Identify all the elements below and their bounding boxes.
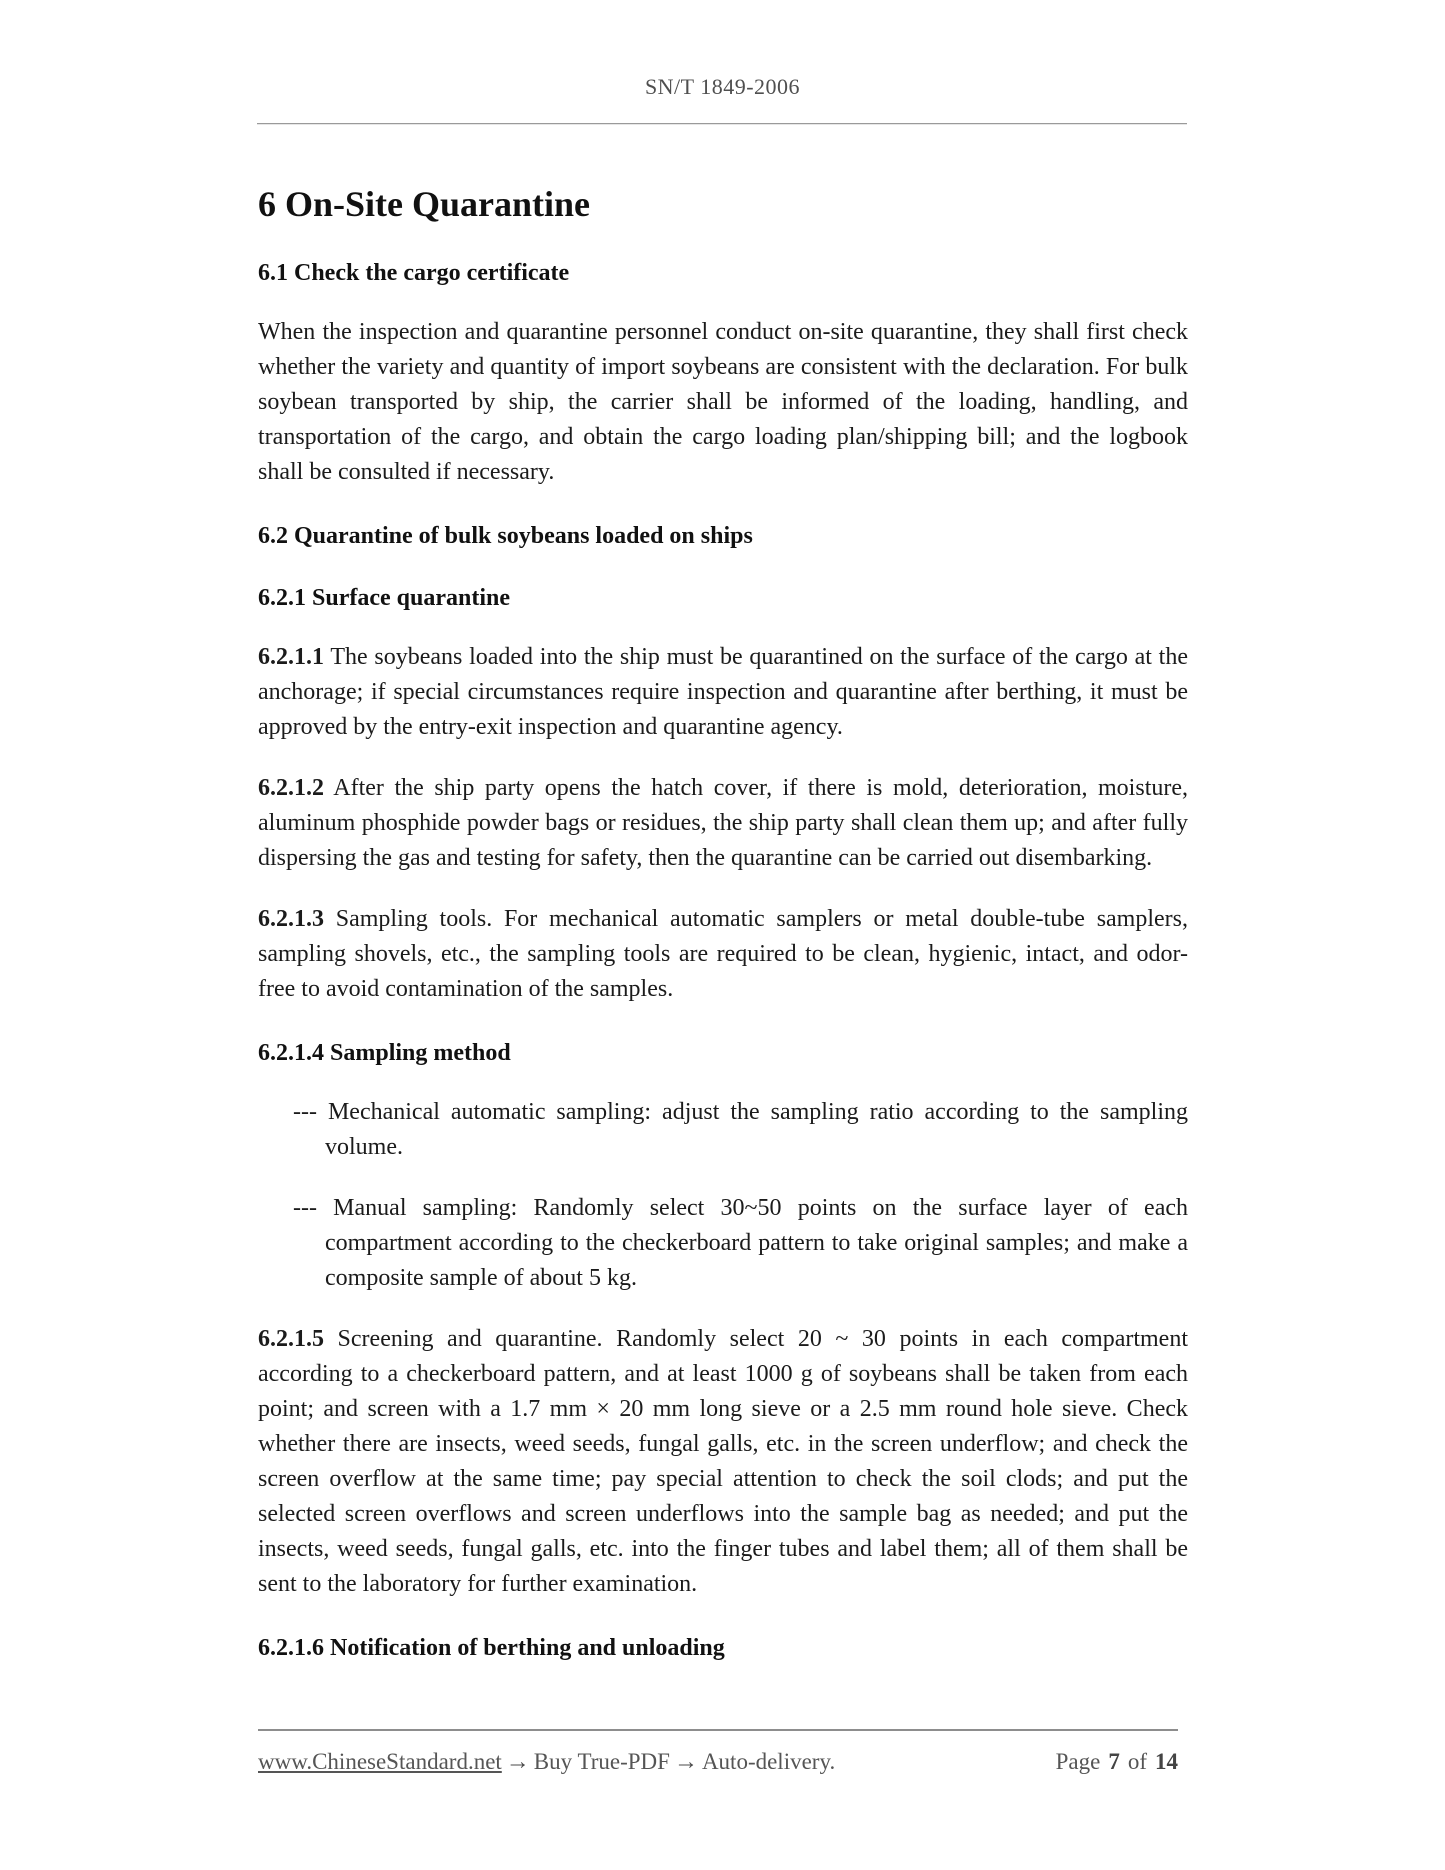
heading-6-2-1-4: 6.2.1.4 Sampling method	[258, 1040, 511, 1066]
dash-bullet-marker: ---	[293, 1099, 317, 1125]
heading-6-2-1: 6.2.1 Surface quarantine	[258, 585, 510, 611]
of-label: of	[1127, 1749, 1147, 1774]
clause-number: 6.2.1.3	[258, 906, 324, 932]
clause-number: 6.2.1.5	[258, 1326, 324, 1352]
total-page-number: 14	[1155, 1749, 1178, 1774]
list-item-mechanical-sampling	[258, 1095, 1188, 1165]
list-item-text: Mechanical automatic sampling: adjust the sampling ratio according to the sampling volume.	[325, 1099, 1188, 1160]
paragraph-6-2-1-1	[258, 640, 1188, 745]
footer-buy-text: Buy True-PDF	[533, 1749, 670, 1774]
list-item-manual-sampling	[258, 1191, 1188, 1296]
clause-text: Screening and quarantine. Randomly select 20 ~ 30 points in each compartment according to a checkerboard pattern, and at least 1000 g of soybeans shall be taken from each point; and screen with a 1.7 mm × 20 mm long sieve or a 2.5 mm round hole sieve. Check whether there are insects, weed seeds, fungal galls, etc. in the screen underflow; and check the screen overflow at the same time; pay special attention to check the soil clods; and put the selected screen overflows and screen underflows into the sample bag as needed; and put the insects, weed seeds, fungal galls, etc. into the finger tubes and label them; all of them shall be sent to the laboratory for further examination.	[258, 1326, 1188, 1597]
page-number-indicator	[1048, 1749, 1178, 1775]
clause-text: The soybeans loaded into the ship must be quarantined on the surface of the cargo at the anchorage; if special circumstances require inspection and quarantine after berthing, it must be approved by the entry-exit inspection and quarantine agency.	[258, 644, 1188, 740]
heading-6-2-1-6: 6.2.1.6 Notification of berthing and unloading	[258, 1635, 725, 1661]
dash-bullet-marker: ---	[293, 1195, 317, 1221]
heading-6-1: 6.1 Check the cargo certificate	[258, 260, 570, 286]
footer-rule	[258, 1729, 1178, 1731]
document-title: 6 On-Site Quarantine	[258, 184, 591, 224]
document-body	[258, 0, 1188, 1664]
current-page-number: 7	[1108, 1749, 1120, 1774]
list-item-text: Manual sampling: Randomly select 30~50 points on the surface layer of each compartment according to the checkerboard pattern to take original samples; and make a composite sample of about 5 kg.	[325, 1195, 1189, 1291]
footer-source-line	[258, 1749, 839, 1776]
page-label: Page	[1055, 1749, 1101, 1774]
header-standard-code: SN/T 1849-2006	[644, 74, 801, 99]
paragraph-6-2-1-3	[258, 902, 1188, 1007]
clause-text: After the ship party opens the hatch cover, if there is mold, deterioration, moisture, aluminum phosphide powder bags or residues, the ship party shall clean them up; and after fully dispersing the gas and testing for safety, then the quarantine can be carried out disembarking.	[258, 775, 1189, 871]
footer-site-link[interactable]: www.ChineseStandard.net	[258, 1749, 502, 1774]
clause-text: Sampling tools. For mechanical automatic samplers or metal double-tube samplers, sampling shovels, etc., the sampling tools are required to be clean, hygienic, intact, and odor-free to avoid contamination of the samples.	[258, 906, 1189, 1002]
clause-number: 6.2.1.2	[258, 775, 324, 801]
paragraph-6-2-1-2	[258, 771, 1188, 876]
heading-6-2: 6.2 Quarantine of bulk soybeans loaded on ships	[258, 523, 753, 549]
page-footer	[258, 1749, 1178, 1776]
right-arrow-icon: →	[505, 1749, 530, 1775]
right-arrow-icon: →	[673, 1749, 698, 1775]
paragraph-6-1: When the inspection and quarantine personnel conduct on-site quarantine, they shall first check whether the variety and quantity of import soybeans are consistent with the declaration. For bulk soybean transported by ship, the carrier shall be informed of the loading, handling, and transportation of the cargo, and obtain the cargo loading plan/shipping bill; and the logbook shall be consulted if necessary.	[258, 319, 1188, 485]
footer-delivery-text: Auto-delivery.	[701, 1749, 836, 1774]
paragraph-6-2-1-5	[258, 1322, 1188, 1602]
clause-number: 6.2.1.1	[258, 644, 324, 670]
